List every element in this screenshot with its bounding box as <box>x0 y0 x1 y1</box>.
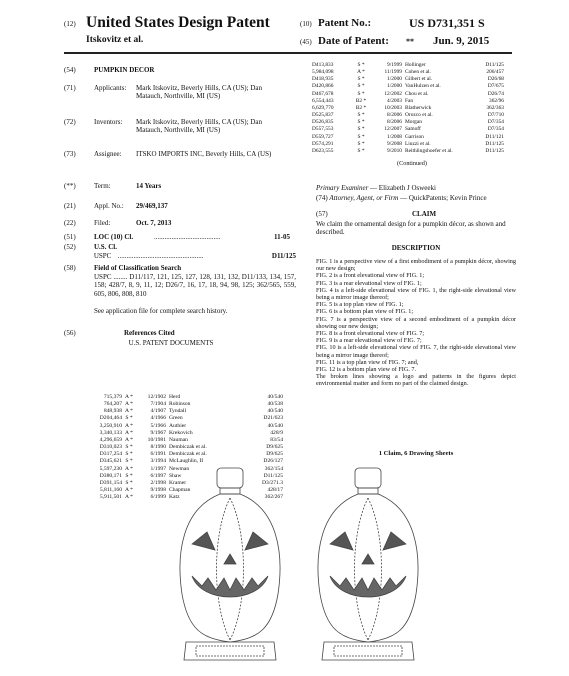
ref-date: 12/1902 <box>147 394 166 400</box>
reference-row <box>312 69 512 76</box>
reference-row <box>62 444 292 451</box>
ref-class: 362/363 <box>486 104 504 111</box>
reference-row <box>312 112 512 119</box>
ref-class: 40/538 <box>267 401 283 408</box>
ref-date: 7/1904 <box>150 401 166 408</box>
ref-class: D26/74 <box>487 90 504 97</box>
reference-row <box>312 105 512 112</box>
ref-number: D420,866 <box>312 83 334 90</box>
reference-row <box>312 141 512 148</box>
attorney-line: (74) Attorney, Agent, or Firm — QuickPatents; Kevin Prince <box>316 194 487 202</box>
ref-name: Authier <box>169 422 187 429</box>
ref-name: Morgan <box>405 119 422 126</box>
reference-row <box>62 415 292 422</box>
ref-name: Chou et al. <box>405 90 429 97</box>
ref-date: 9/1967 <box>150 429 166 436</box>
ref-class: 40/540 <box>267 408 283 415</box>
claim-heading: (57) CLAIM <box>316 210 437 218</box>
ref-number: D317,254 <box>99 451 122 458</box>
examiner-line: Primary Examiner — Elizabeth J Osweeki <box>316 184 436 192</box>
field-inventors: (72) Inventors: Mark Itskovitz, Beverly Hills, CA (US); Dan Matauch, Northville, MI (US) <box>64 118 262 135</box>
ref-class: D9/625 <box>266 444 283 451</box>
description-paragraph: FIG. 1 is a perspective view of a first embodiment of a pumpkin décor, showing our new design; <box>316 258 516 273</box>
ref-date: 2/1998 <box>150 479 166 486</box>
references-heading: (56) References Cited <box>64 329 175 337</box>
reference-row <box>62 394 292 401</box>
ref-date: 1/2000 <box>387 76 402 83</box>
ref-kind: S * <box>125 458 133 465</box>
ref-number: 4,296,659 <box>99 436 122 443</box>
ref-name: Kramer <box>169 479 187 486</box>
ref-name: Blatherwick <box>405 104 432 111</box>
reference-row <box>312 134 512 141</box>
description-paragraph: FIG. 2 is a front elevational view of FIG. 1; <box>316 272 425 280</box>
field-uspc: USPC ................................................. D11/125 <box>93 252 297 260</box>
ref-class: 362/267 <box>264 494 283 501</box>
ref-name: Green <box>169 415 183 422</box>
ref-class: D11/121 <box>485 133 504 140</box>
ref-number: D623,555 <box>312 147 334 154</box>
description-body <box>316 258 516 388</box>
ref-kind: S * <box>357 133 365 140</box>
field-search-label: (58) Field of Classification Search <box>64 264 182 272</box>
patent-no-label: Patent No.: <box>318 17 372 29</box>
ref-number: 6,554,443 <box>312 97 334 104</box>
field-appl-no: (21) Appl. No.: 29/469,137 <box>64 202 168 210</box>
ref-class: D11/125 <box>485 147 504 154</box>
description-paragraph: FIG. 9 is a rear elevational view of FIG. 7; <box>316 337 422 345</box>
ref-date: 4/2003 <box>387 97 402 104</box>
ref-date: 9/2010 <box>387 147 402 154</box>
ref-kind: B2 * <box>355 97 367 104</box>
ref-date: 8/1990 <box>150 444 166 451</box>
reference-row <box>312 91 512 98</box>
ref-kind: S * <box>357 140 365 147</box>
ref-class: 428/17 <box>267 487 283 494</box>
ref-name: Fan <box>405 97 414 104</box>
ref-date: 6/1997 <box>150 472 166 479</box>
ref-date: 1/1997 <box>150 465 166 472</box>
pumpkin-figure-front <box>180 468 280 660</box>
ref-number: D557,553 <box>312 126 334 133</box>
ref-date: 10/1981 <box>147 436 166 443</box>
reference-row <box>62 408 292 415</box>
ref-class: D7/354 <box>487 126 504 133</box>
ref-class: 428/9 <box>270 429 283 436</box>
ref-name: Reithlingshoefer et al. <box>405 147 453 154</box>
ref-number: D380,171 <box>99 472 122 479</box>
ref-kind: S * <box>125 451 133 458</box>
ref-class: D21/623 <box>263 415 283 422</box>
ref-class: D11/125 <box>263 472 283 479</box>
ref-date: 3/1994 <box>150 458 166 465</box>
field-applicants: (71) Applicants: Mark Itskovitz, Beverly Hills, CA (US); Dan Matauch, Northville, MI (US) <box>64 84 262 101</box>
header-rule <box>64 52 512 54</box>
reference-row <box>62 437 292 444</box>
patent-number: US D731,351 S <box>409 16 485 30</box>
ref-class: 206/457 <box>486 69 504 76</box>
claim-text: We claim the ornamental design for a pumpkin décor, as shown and described. <box>316 220 506 237</box>
ref-date: 9/1998 <box>150 487 166 494</box>
ref-name: Gilbert et al. <box>405 76 433 83</box>
ref-class: D26/68 <box>487 76 504 83</box>
reference-row <box>62 451 292 458</box>
ref-name: Chapman <box>169 487 191 494</box>
ref-name: Hollinger <box>405 62 426 68</box>
ref-class: D9/625 <box>266 451 283 458</box>
ref-number: D467,678 <box>312 90 334 97</box>
description-paragraph: The broken lines showing a logo and patterns in the figures depict environmental matter and form no part of the claimed design. <box>316 373 516 388</box>
ref-date: 4/1907 <box>150 408 166 415</box>
ref-name: Tyndall <box>169 408 187 415</box>
ref-class: D11/125 <box>485 140 504 147</box>
ref-kind: S * <box>125 444 133 451</box>
ref-date: 9/2008 <box>387 140 402 147</box>
ref-kind: S * <box>357 62 365 68</box>
ref-name: Dembiczak et al. <box>169 451 207 458</box>
ref-date: 8/2006 <box>387 112 402 119</box>
ref-kind: B2 * <box>355 104 367 111</box>
reference-row <box>62 423 292 430</box>
ref-name: Samoff <box>405 126 421 133</box>
field-title: (54) PUMPKIN DECOR <box>64 66 155 74</box>
ref-number: D204,464 <box>99 415 122 422</box>
ref-name: Orozco et al. <box>405 112 433 119</box>
ref-kind: S * <box>357 90 365 97</box>
reference-row <box>312 62 512 69</box>
ref-name: Cohen et al. <box>405 69 431 76</box>
ref-kind: S * <box>357 76 365 83</box>
code-45: (45) <box>300 38 312 46</box>
description-paragraph: FIG. 5 is a top plan view of FIG. 1; <box>316 301 404 309</box>
ref-kind: S * <box>357 147 365 154</box>
ref-class: 362/154 <box>264 465 283 472</box>
ref-date: 8/2006 <box>387 119 402 126</box>
description-paragraph: FIG. 8 is a front elevational view of FIG. 7; <box>316 330 425 338</box>
ref-date: 1/2008 <box>387 133 402 140</box>
field-loc: (51) LOC (10) Cl. ...................................... 11-05 <box>64 233 290 241</box>
ref-kind: S * <box>357 119 365 126</box>
ref-kind: A * <box>125 487 133 494</box>
description-paragraph: FIG. 12 is a bottom plan view of FIG. 7. <box>316 366 417 374</box>
ref-name: Garrison <box>405 133 424 140</box>
field-filed: (22) Filed: Oct. 7, 2013 <box>64 219 172 227</box>
reference-row <box>312 126 512 133</box>
date-label: Date of Patent: <box>318 35 389 47</box>
ref-number: D559,727 <box>312 133 334 140</box>
ref-class: 362/96 <box>489 97 504 104</box>
ref-kind: A * <box>125 436 133 443</box>
description-heading: DESCRIPTION <box>391 244 441 252</box>
continued-label: (Continued) <box>397 160 427 167</box>
ref-number: D525,837 <box>312 112 334 119</box>
ref-number: 848,938 <box>103 408 122 415</box>
ref-name: Nauman <box>169 436 188 443</box>
patent-date: Jun. 9, 2015 <box>433 35 490 47</box>
us-patent-docs-heading: U.S. PATENT DOCUMENTS <box>128 339 214 347</box>
description-paragraph: FIG. 11 is a top plan view of FIG. 7; and, <box>316 358 419 366</box>
reference-row <box>312 148 512 155</box>
description-paragraph: FIG. 4 is a left-side elevational view of FIG. 1, the right-side elevational view being a mirror image thereof; <box>316 286 516 302</box>
description-paragraph: FIG. 7 is a perspective view of a second embodiment of a pumpkin décor showing our new design; <box>316 315 516 330</box>
ref-number: 5,911,501 <box>99 494 122 501</box>
ref-class: D7/710 <box>487 112 504 119</box>
ref-number: 5,597,230 <box>99 465 122 472</box>
ref-date: 6/1999 <box>150 494 166 501</box>
ref-class: D26/127 <box>263 458 283 465</box>
search-classes: USPC ........ D11/117, 121, 125, 127, 128, 131, 132, D11/133, 134, 157, 158; 428/7, 8, 9, 11, 12; D26/7, 16, 17, 18, 94, 98, 125; 362/565, 559, 605, 806, 808, 810 <box>94 273 296 298</box>
claims-summary: 1 Claim, 6 Drawing Sheets <box>378 450 454 457</box>
ref-number: D526,835 <box>312 119 334 126</box>
ref-kind: A * <box>125 465 133 472</box>
ref-date: 10/2003 <box>384 104 402 111</box>
field-assignee: (73) Assignee: ITSKO IMPORTS INC, Beverly Hills, CA (US) <box>64 150 272 158</box>
ref-class: 40/540 <box>267 422 283 429</box>
ref-date: 9/1999 <box>387 62 402 68</box>
column-divider <box>304 56 305 60</box>
ref-number: 6,629,770 <box>312 104 334 111</box>
ref-date: 11/1999 <box>384 69 402 76</box>
drawing-figures <box>160 464 440 674</box>
ref-date: 12/2007 <box>384 126 402 133</box>
ref-number: 5,984,098 <box>312 69 334 76</box>
description-paragraph: FIG. 6 is a bottom plan view of FIG. 1; <box>316 308 414 316</box>
reference-row <box>312 76 512 83</box>
ref-class: D11/125 <box>485 62 504 68</box>
ref-kind: S * <box>125 479 133 486</box>
field-term: (**) Term: 14 Years <box>64 182 162 190</box>
ref-number: 3,250,910 <box>99 422 122 429</box>
references-table-right <box>312 62 512 155</box>
ref-kind: S * <box>357 126 365 133</box>
field-us-cl: (52) U.S. Cl. <box>64 243 117 251</box>
ref-kind: A * <box>125 494 133 501</box>
biblio-fields <box>64 66 296 353</box>
ref-number: 715,379 <box>103 394 122 400</box>
ref-number: 5,811,160 <box>99 487 122 494</box>
reference-row <box>62 430 292 437</box>
ref-number: 764,207 <box>103 401 122 408</box>
reference-row <box>312 98 512 105</box>
ref-name: VanHulzen et al. <box>405 83 441 90</box>
ref-name: Katz <box>169 494 180 501</box>
reference-row <box>62 401 292 408</box>
code-12: (12) <box>64 20 76 28</box>
ref-number: D418,935 <box>312 76 334 83</box>
reference-row <box>312 83 512 90</box>
ref-number: 3,340,133 <box>99 429 122 436</box>
description-paragraph: FIG. 3 is a rear elevational view of FIG. 1; <box>316 279 422 287</box>
ref-kind: S * <box>125 415 133 422</box>
ref-date: 4/1966 <box>150 415 166 422</box>
date-mark: ** <box>406 37 414 46</box>
ref-name: Shaw <box>169 472 182 479</box>
patent-title: United States Design Patent <box>86 14 270 31</box>
inventor-short: Itskovitz et al. <box>86 35 144 45</box>
ref-number: D413,833 <box>312 62 334 68</box>
ref-name: Liuzzi et al. <box>405 140 431 147</box>
ref-kind: A * <box>125 422 133 429</box>
pumpkin-figure-rear <box>318 468 418 660</box>
ref-kind: A * <box>125 394 133 400</box>
ref-kind: S * <box>125 472 133 479</box>
code-10: (10) <box>300 20 312 28</box>
ref-kind: A * <box>357 69 365 76</box>
ref-kind: A * <box>125 408 133 415</box>
ref-class: D3/271.3 <box>262 479 283 486</box>
ref-number: D345,621 <box>99 458 122 465</box>
patent-header <box>64 14 504 54</box>
ref-class: D7/675 <box>487 83 504 90</box>
search-note: See application file for complete search history. <box>94 307 228 315</box>
ref-number: D310,023 <box>99 444 122 451</box>
description-paragraph: FIG. 10 is a left-side elevational view of FIG. 7, the right-side elevational view being a mirror image thereof; <box>316 344 516 359</box>
ref-date: 6/1991 <box>150 451 166 458</box>
ref-kind: A * <box>125 429 133 436</box>
ref-class: 40/540 <box>267 394 283 400</box>
ref-name: Krekovich <box>169 429 193 436</box>
ref-date: 1/2000 <box>387 83 402 90</box>
ref-number: D391,154 <box>99 479 122 486</box>
ref-date: 5/1966 <box>150 422 166 429</box>
ref-date: 12/2002 <box>384 90 402 97</box>
ref-name: McLaughlin, II <box>169 458 204 465</box>
ref-class: 83/54 <box>270 436 283 443</box>
ref-kind: A * <box>125 401 133 408</box>
ref-number: D574,291 <box>312 140 334 147</box>
ref-name: Dembiczak et al. <box>169 444 207 451</box>
ref-name: Herd <box>169 394 181 400</box>
ref-kind: S * <box>357 83 365 90</box>
ref-name: Newman <box>169 465 190 472</box>
ref-name: Robinson <box>169 401 191 408</box>
ref-kind: S * <box>357 112 365 119</box>
ref-class: D7/354 <box>487 119 504 126</box>
